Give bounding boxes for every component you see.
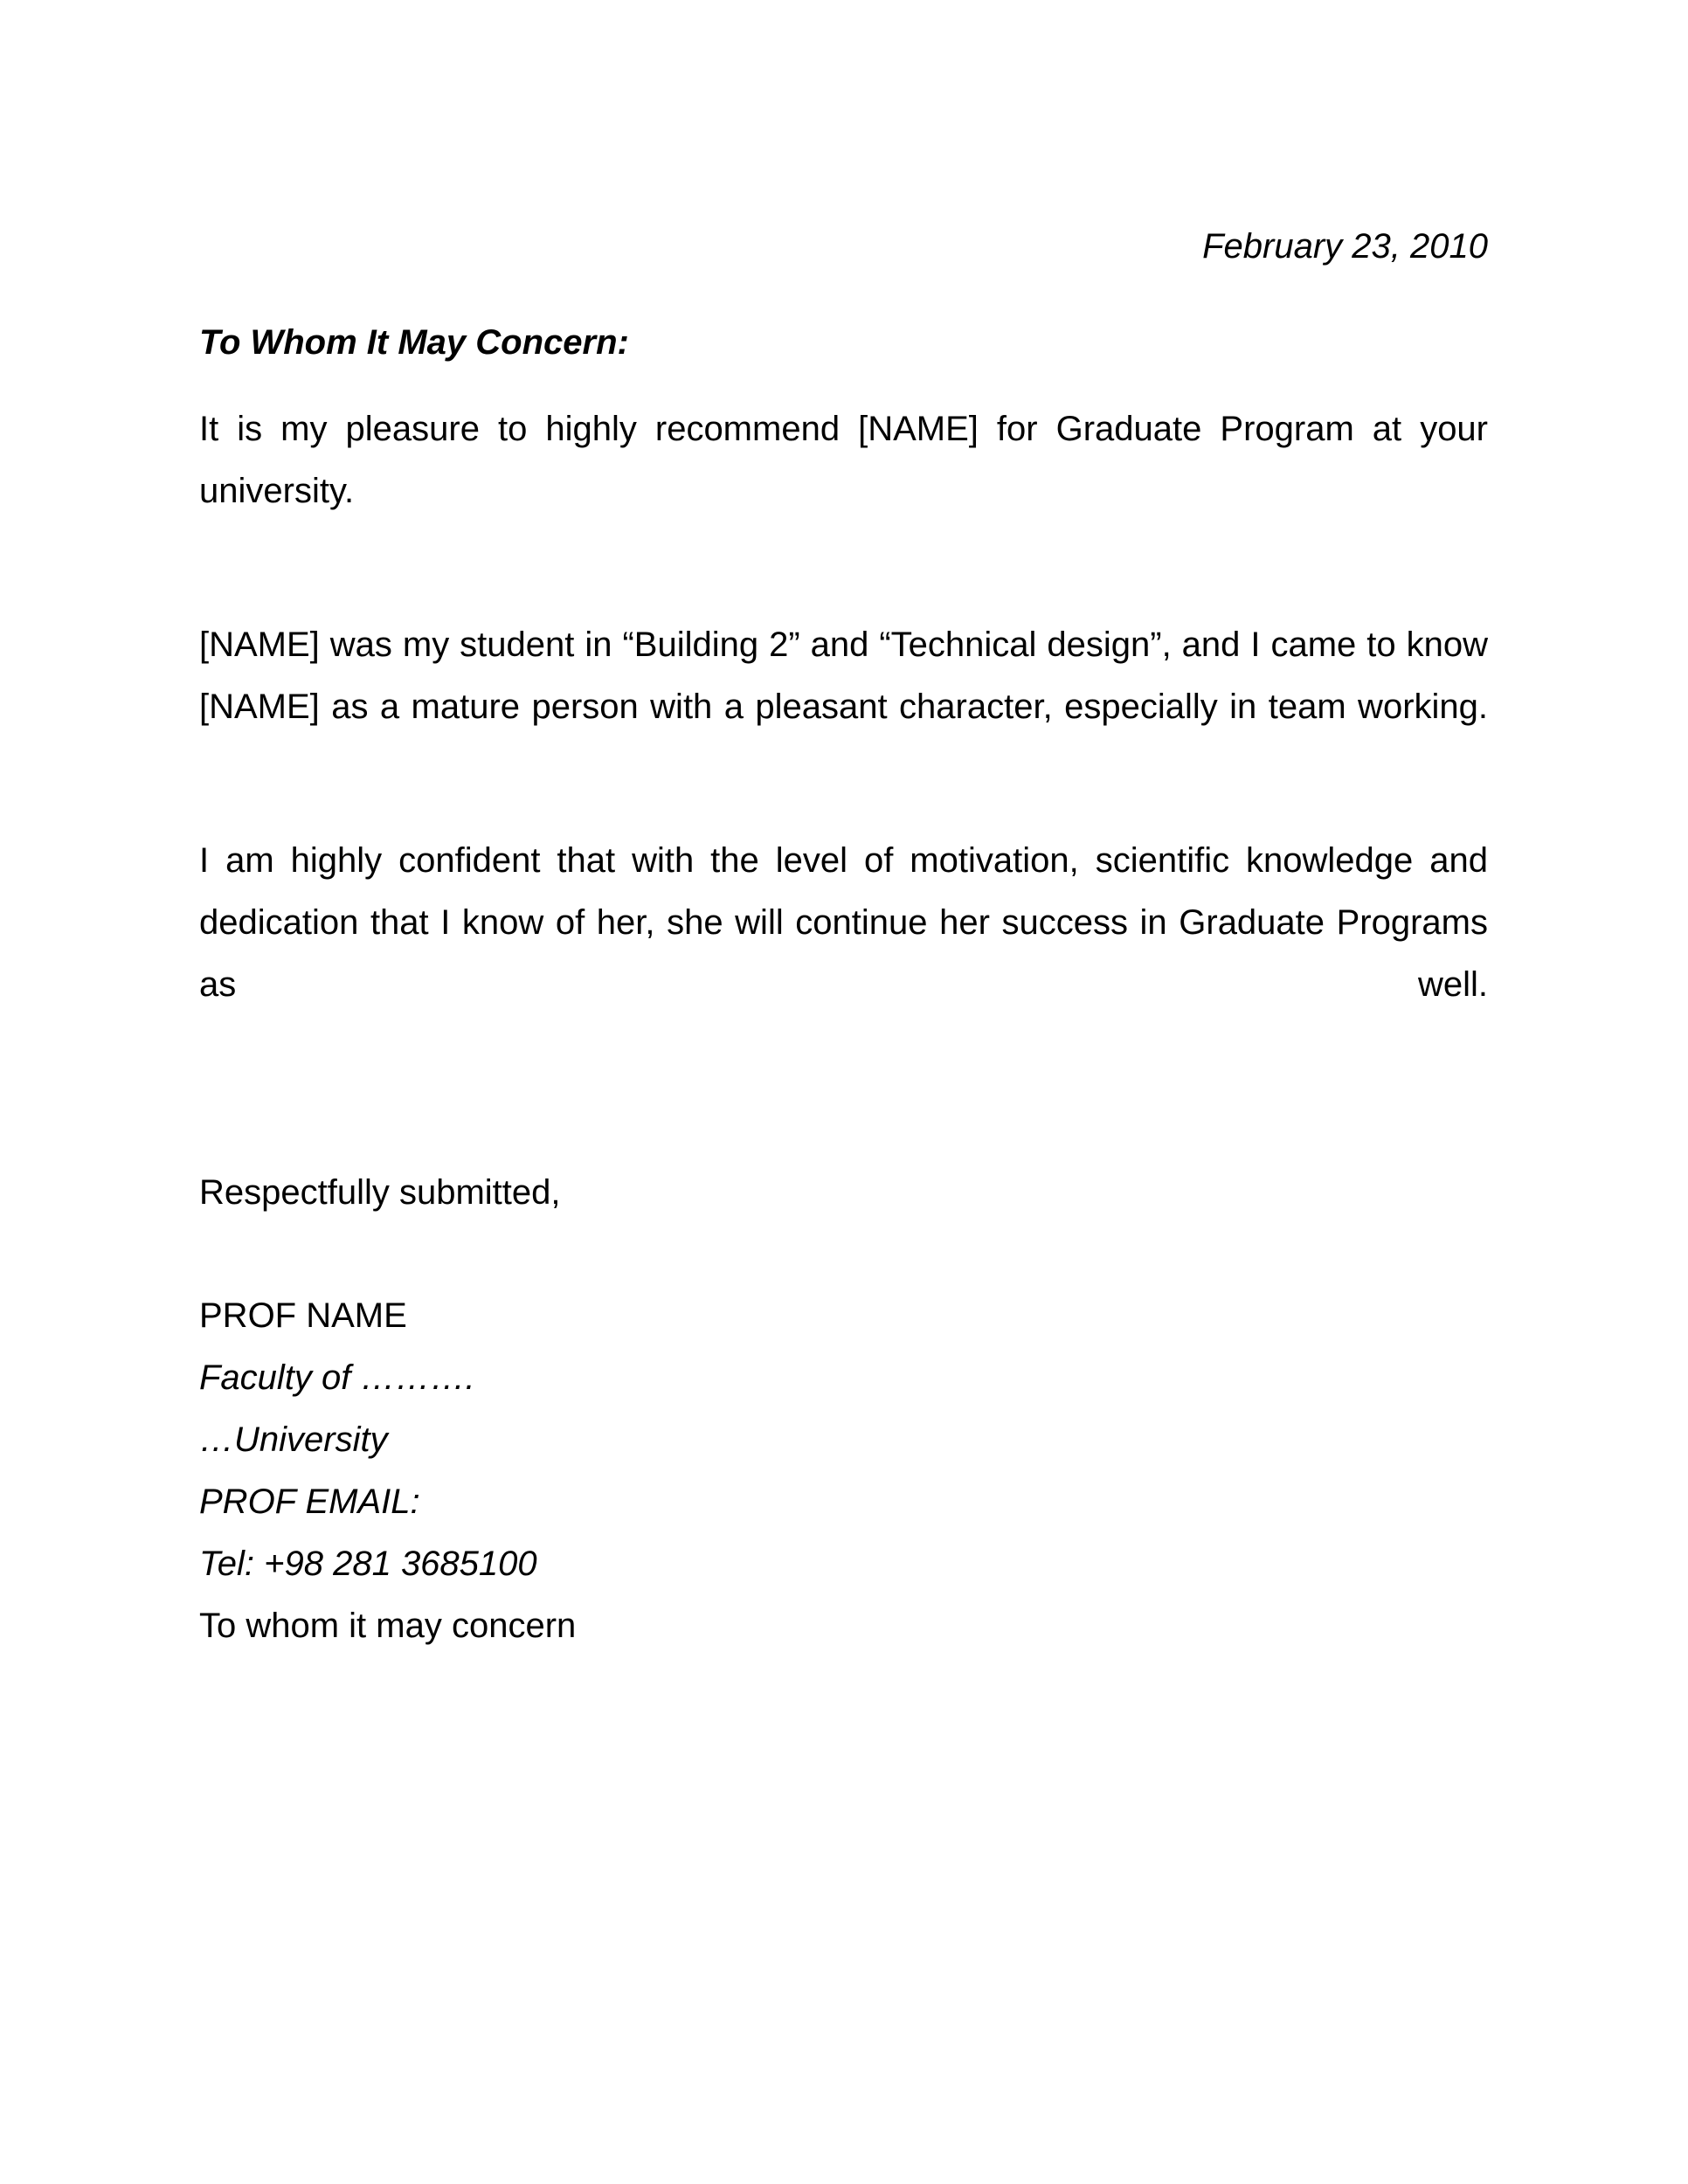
letter-paragraph-2: [NAME] was my student in “Building 2” and “Technical design”, and I came to know [NAME] as a mature person with a pleasant character, especially in team working. <box>199 625 1488 726</box>
letter-paragraph-3: I am highly confident that with the level of motivation, scientific knowledge and dedication that I know of her, she will continue her success in Graduate Programs as well. <box>199 841 1488 1004</box>
signature-spacer <box>199 1224 1488 1285</box>
letter-paragraph-1: It is my pleasure to highly recommend [NAME] for Graduate Program at your university. <box>199 410 1488 510</box>
signature-university: …University <box>199 1420 388 1459</box>
signature-telephone: Tel: +98 281 3685100 <box>199 1545 537 1583</box>
letter-closing: Respectfully submitted, <box>199 1173 561 1212</box>
signature-footer-note: To whom it may concern <box>199 1607 577 1645</box>
signature-email-label: PROF EMAIL: <box>199 1482 420 1521</box>
letter-salutation: To Whom It May Concern: <box>199 323 629 362</box>
signature-name: PROF NAME <box>199 1296 407 1335</box>
letter-content <box>199 0 1488 1657</box>
signature-faculty: Faculty of ………. <box>199 1358 475 1397</box>
letter-date: February 23, 2010 <box>1202 227 1488 266</box>
signature-block <box>199 1285 1488 1657</box>
closing-spacer <box>199 1078 1488 1162</box>
